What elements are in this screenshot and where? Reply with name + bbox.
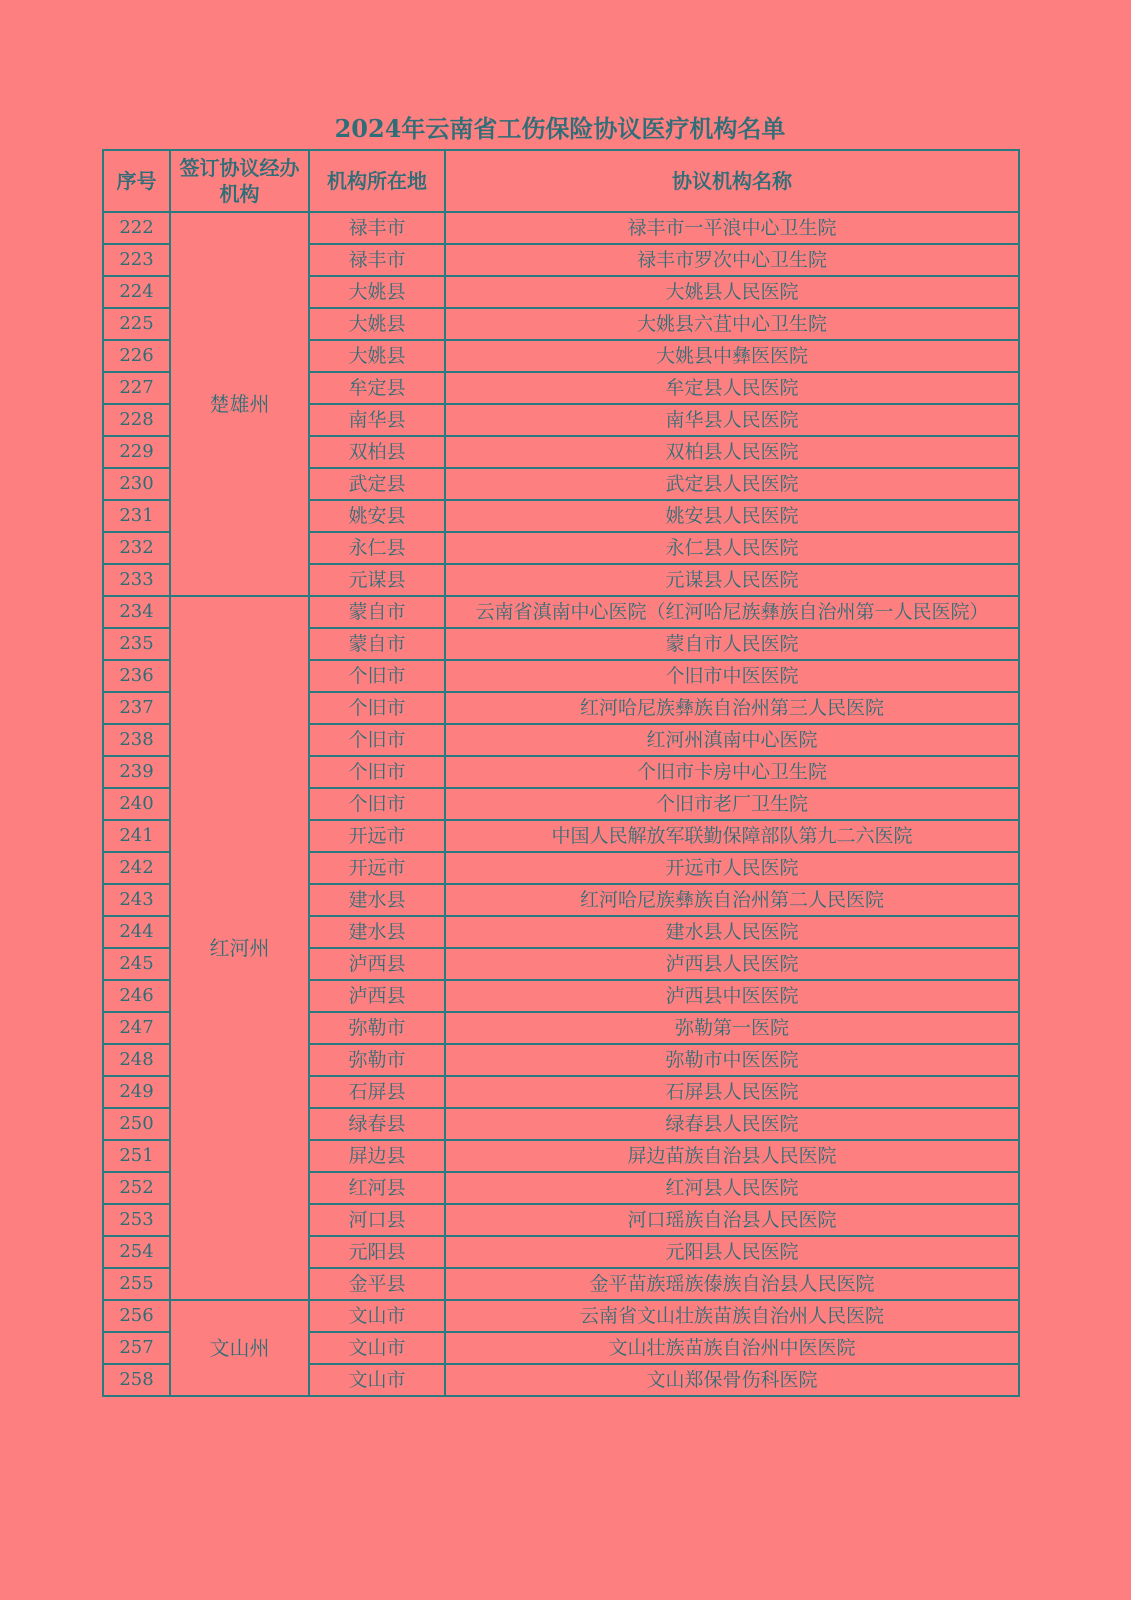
row-institution-name [445, 500, 1019, 532]
row-seq: 257 [103, 1332, 170, 1364]
row-institution-name [445, 628, 1019, 660]
row-institution-name [445, 692, 1019, 724]
header-seq: 序号 [103, 150, 170, 212]
row-seq: 227 [103, 372, 170, 404]
table-row [103, 212, 1019, 244]
row-seq: 235 [103, 628, 170, 660]
row-seq: 244 [103, 916, 170, 948]
row-agency: 红河州 [170, 596, 309, 1300]
row-institution-name [445, 820, 1019, 852]
institution-name-text: 云南省滇南中心医院（红河哈尼族彝族自治州第一人民医院） [475, 601, 989, 623]
institution-name-text: 弥勒第一医院 [674, 1017, 789, 1039]
row-location: 个旧市 [309, 724, 445, 756]
institution-name-text: 牟定县人民医院 [665, 377, 799, 399]
institution-name-text: 大姚县人民医院 [665, 281, 799, 303]
institution-table [102, 149, 1020, 1397]
institution-name-text: 建水县人民医院 [665, 921, 799, 943]
row-location: 文山市 [309, 1332, 445, 1364]
row-seq: 223 [103, 244, 170, 276]
row-seq: 238 [103, 724, 170, 756]
row-seq: 258 [103, 1364, 170, 1396]
institution-name-text: 红河县人民医院 [665, 1177, 799, 1199]
row-seq: 254 [103, 1236, 170, 1268]
row-location: 大姚县 [309, 308, 445, 340]
institution-name-text: 红河哈尼族彝族自治州第三人民医院 [579, 697, 884, 719]
table-row [103, 1300, 1019, 1332]
institution-name-text: 个旧市老厂卫生院 [655, 793, 808, 815]
row-seq: 228 [103, 404, 170, 436]
row-location: 石屏县 [309, 1076, 445, 1108]
row-location: 永仁县 [309, 532, 445, 564]
row-institution-name [445, 340, 1019, 372]
institution-name-text: 个旧市卡房中心卫生院 [636, 761, 827, 783]
row-institution-name [445, 468, 1019, 500]
row-institution-name [445, 308, 1019, 340]
institution-name-text: 元谋县人民医院 [665, 569, 799, 591]
institution-name-text: 红河州滇南中心医院 [646, 729, 818, 751]
row-location: 元阳县 [309, 1236, 445, 1268]
institution-name-text: 大姚县中彝医医院 [655, 345, 808, 367]
row-seq: 250 [103, 1108, 170, 1140]
row-institution-name [445, 372, 1019, 404]
institution-name-text: 禄丰市一平浪中心卫生院 [627, 217, 837, 239]
row-seq: 222 [103, 212, 170, 244]
row-location: 绿春县 [309, 1108, 445, 1140]
row-location: 蒙自市 [309, 628, 445, 660]
row-seq: 255 [103, 1268, 170, 1300]
institution-name-text: 蒙自市人民医院 [665, 633, 799, 655]
row-location: 金平县 [309, 1268, 445, 1300]
row-institution-name [445, 436, 1019, 468]
institution-name-text: 泸西县中医医院 [665, 985, 799, 1007]
institution-name-text: 文山壮族苗族自治州中医医院 [608, 1337, 856, 1359]
row-location: 大姚县 [309, 340, 445, 372]
row-location: 个旧市 [309, 788, 445, 820]
row-location: 建水县 [309, 916, 445, 948]
institution-name-text: 云南省文山壮族苗族自治州人民医院 [579, 1305, 884, 1327]
row-location: 开远市 [309, 852, 445, 884]
row-agency: 楚雄州 [170, 212, 309, 596]
row-institution-name [445, 1300, 1019, 1332]
row-location: 蒙自市 [309, 596, 445, 628]
institution-name-text: 开远市人民医院 [665, 857, 799, 879]
institution-name-text: 永仁县人民医院 [665, 537, 799, 559]
table-row [103, 596, 1019, 628]
table-body [103, 212, 1019, 1396]
header-location: 机构所在地 [309, 150, 445, 212]
institution-name-text: 禄丰市罗次中心卫生院 [636, 249, 827, 271]
row-seq: 253 [103, 1204, 170, 1236]
row-seq: 243 [103, 884, 170, 916]
row-institution-name [445, 1140, 1019, 1172]
row-location: 屏边县 [309, 1140, 445, 1172]
row-location: 建水县 [309, 884, 445, 916]
row-location: 红河县 [309, 1172, 445, 1204]
institution-name-text: 中国人民解放军联勤保障部队第九二六医院 [551, 825, 913, 847]
institution-name-text: 绿春县人民医院 [665, 1113, 799, 1135]
institution-name-text: 红河哈尼族彝族自治州第二人民医院 [579, 889, 884, 911]
row-institution-name [445, 1108, 1019, 1140]
row-seq: 232 [103, 532, 170, 564]
row-seq: 224 [103, 276, 170, 308]
row-seq: 230 [103, 468, 170, 500]
row-seq: 240 [103, 788, 170, 820]
row-institution-name [445, 1268, 1019, 1300]
row-institution-name [445, 1332, 1019, 1364]
institution-name-text: 南华县人民医院 [665, 409, 799, 431]
row-seq: 242 [103, 852, 170, 884]
row-seq: 246 [103, 980, 170, 1012]
institution-name-text: 弥勒市中医医院 [665, 1049, 799, 1071]
row-institution-name [445, 532, 1019, 564]
institution-name-text: 个旧市中医医院 [665, 665, 799, 687]
row-institution-name [445, 724, 1019, 756]
table-header-row [103, 150, 1019, 212]
institution-name-text: 双柏县人民医院 [665, 441, 799, 463]
row-location: 禄丰市 [309, 212, 445, 244]
row-location: 南华县 [309, 404, 445, 436]
row-institution-name [445, 660, 1019, 692]
institution-name-text: 文山郑保骨伤科医院 [646, 1369, 818, 1391]
institution-name-text: 河口瑶族自治县人民医院 [627, 1209, 837, 1231]
row-location: 姚安县 [309, 500, 445, 532]
row-seq: 248 [103, 1044, 170, 1076]
row-seq: 252 [103, 1172, 170, 1204]
row-institution-name [445, 852, 1019, 884]
row-institution-name [445, 916, 1019, 948]
row-seq: 226 [103, 340, 170, 372]
row-location: 文山市 [309, 1300, 445, 1332]
row-location: 弥勒市 [309, 1044, 445, 1076]
row-location: 个旧市 [309, 692, 445, 724]
institution-name-text: 金平苗族瑶族傣族自治县人民医院 [589, 1273, 875, 1295]
institution-name-text: 姚安县人民医院 [665, 505, 799, 527]
row-location: 个旧市 [309, 660, 445, 692]
row-seq: 237 [103, 692, 170, 724]
row-seq: 245 [103, 948, 170, 980]
row-location: 泸西县 [309, 980, 445, 1012]
row-seq: 249 [103, 1076, 170, 1108]
row-location: 牟定县 [309, 372, 445, 404]
row-institution-name [445, 276, 1019, 308]
row-institution-name [445, 1044, 1019, 1076]
row-location: 元谋县 [309, 564, 445, 596]
row-institution-name [445, 1364, 1019, 1396]
row-location: 泸西县 [309, 948, 445, 980]
row-institution-name [445, 1012, 1019, 1044]
row-seq: 225 [103, 308, 170, 340]
row-institution-name [445, 948, 1019, 980]
row-institution-name [445, 596, 1019, 628]
row-location: 文山市 [309, 1364, 445, 1396]
institution-name-text: 石屏县人民医院 [665, 1081, 799, 1103]
row-institution-name [445, 756, 1019, 788]
institution-name-text: 元阳县人民医院 [665, 1241, 799, 1263]
row-location: 开远市 [309, 820, 445, 852]
row-institution-name [445, 244, 1019, 276]
row-agency: 文山州 [170, 1300, 309, 1396]
row-seq: 233 [103, 564, 170, 596]
row-location: 河口县 [309, 1204, 445, 1236]
row-seq: 229 [103, 436, 170, 468]
institution-name-text: 武定县人民医院 [665, 473, 799, 495]
row-seq: 247 [103, 1012, 170, 1044]
row-institution-name [445, 1236, 1019, 1268]
row-institution-name [445, 1204, 1019, 1236]
row-seq: 251 [103, 1140, 170, 1172]
row-institution-name [445, 212, 1019, 244]
row-seq: 239 [103, 756, 170, 788]
row-institution-name [445, 980, 1019, 1012]
row-seq: 234 [103, 596, 170, 628]
row-location: 大姚县 [309, 276, 445, 308]
row-location: 个旧市 [309, 756, 445, 788]
row-institution-name [445, 1172, 1019, 1204]
row-seq: 236 [103, 660, 170, 692]
header-name: 协议机构名称 [445, 150, 1019, 212]
institution-name-text: 泸西县人民医院 [665, 953, 799, 975]
row-location: 双柏县 [309, 436, 445, 468]
row-location: 禄丰市 [309, 244, 445, 276]
row-institution-name [445, 1076, 1019, 1108]
row-seq: 256 [103, 1300, 170, 1332]
institution-name-text: 屏边苗族自治县人民医院 [627, 1145, 837, 1167]
row-institution-name [445, 788, 1019, 820]
row-location: 弥勒市 [309, 1012, 445, 1044]
row-seq: 231 [103, 500, 170, 532]
row-location: 武定县 [309, 468, 445, 500]
row-institution-name [445, 564, 1019, 596]
row-seq: 241 [103, 820, 170, 852]
header-agency: 签订协议经办机构 [170, 150, 309, 212]
institution-name-text: 大姚县六苴中心卫生院 [636, 313, 827, 335]
row-institution-name [445, 884, 1019, 916]
document-title: 2024年云南省工伤保险协议医疗机构名单 [334, 114, 786, 143]
row-institution-name [445, 404, 1019, 436]
